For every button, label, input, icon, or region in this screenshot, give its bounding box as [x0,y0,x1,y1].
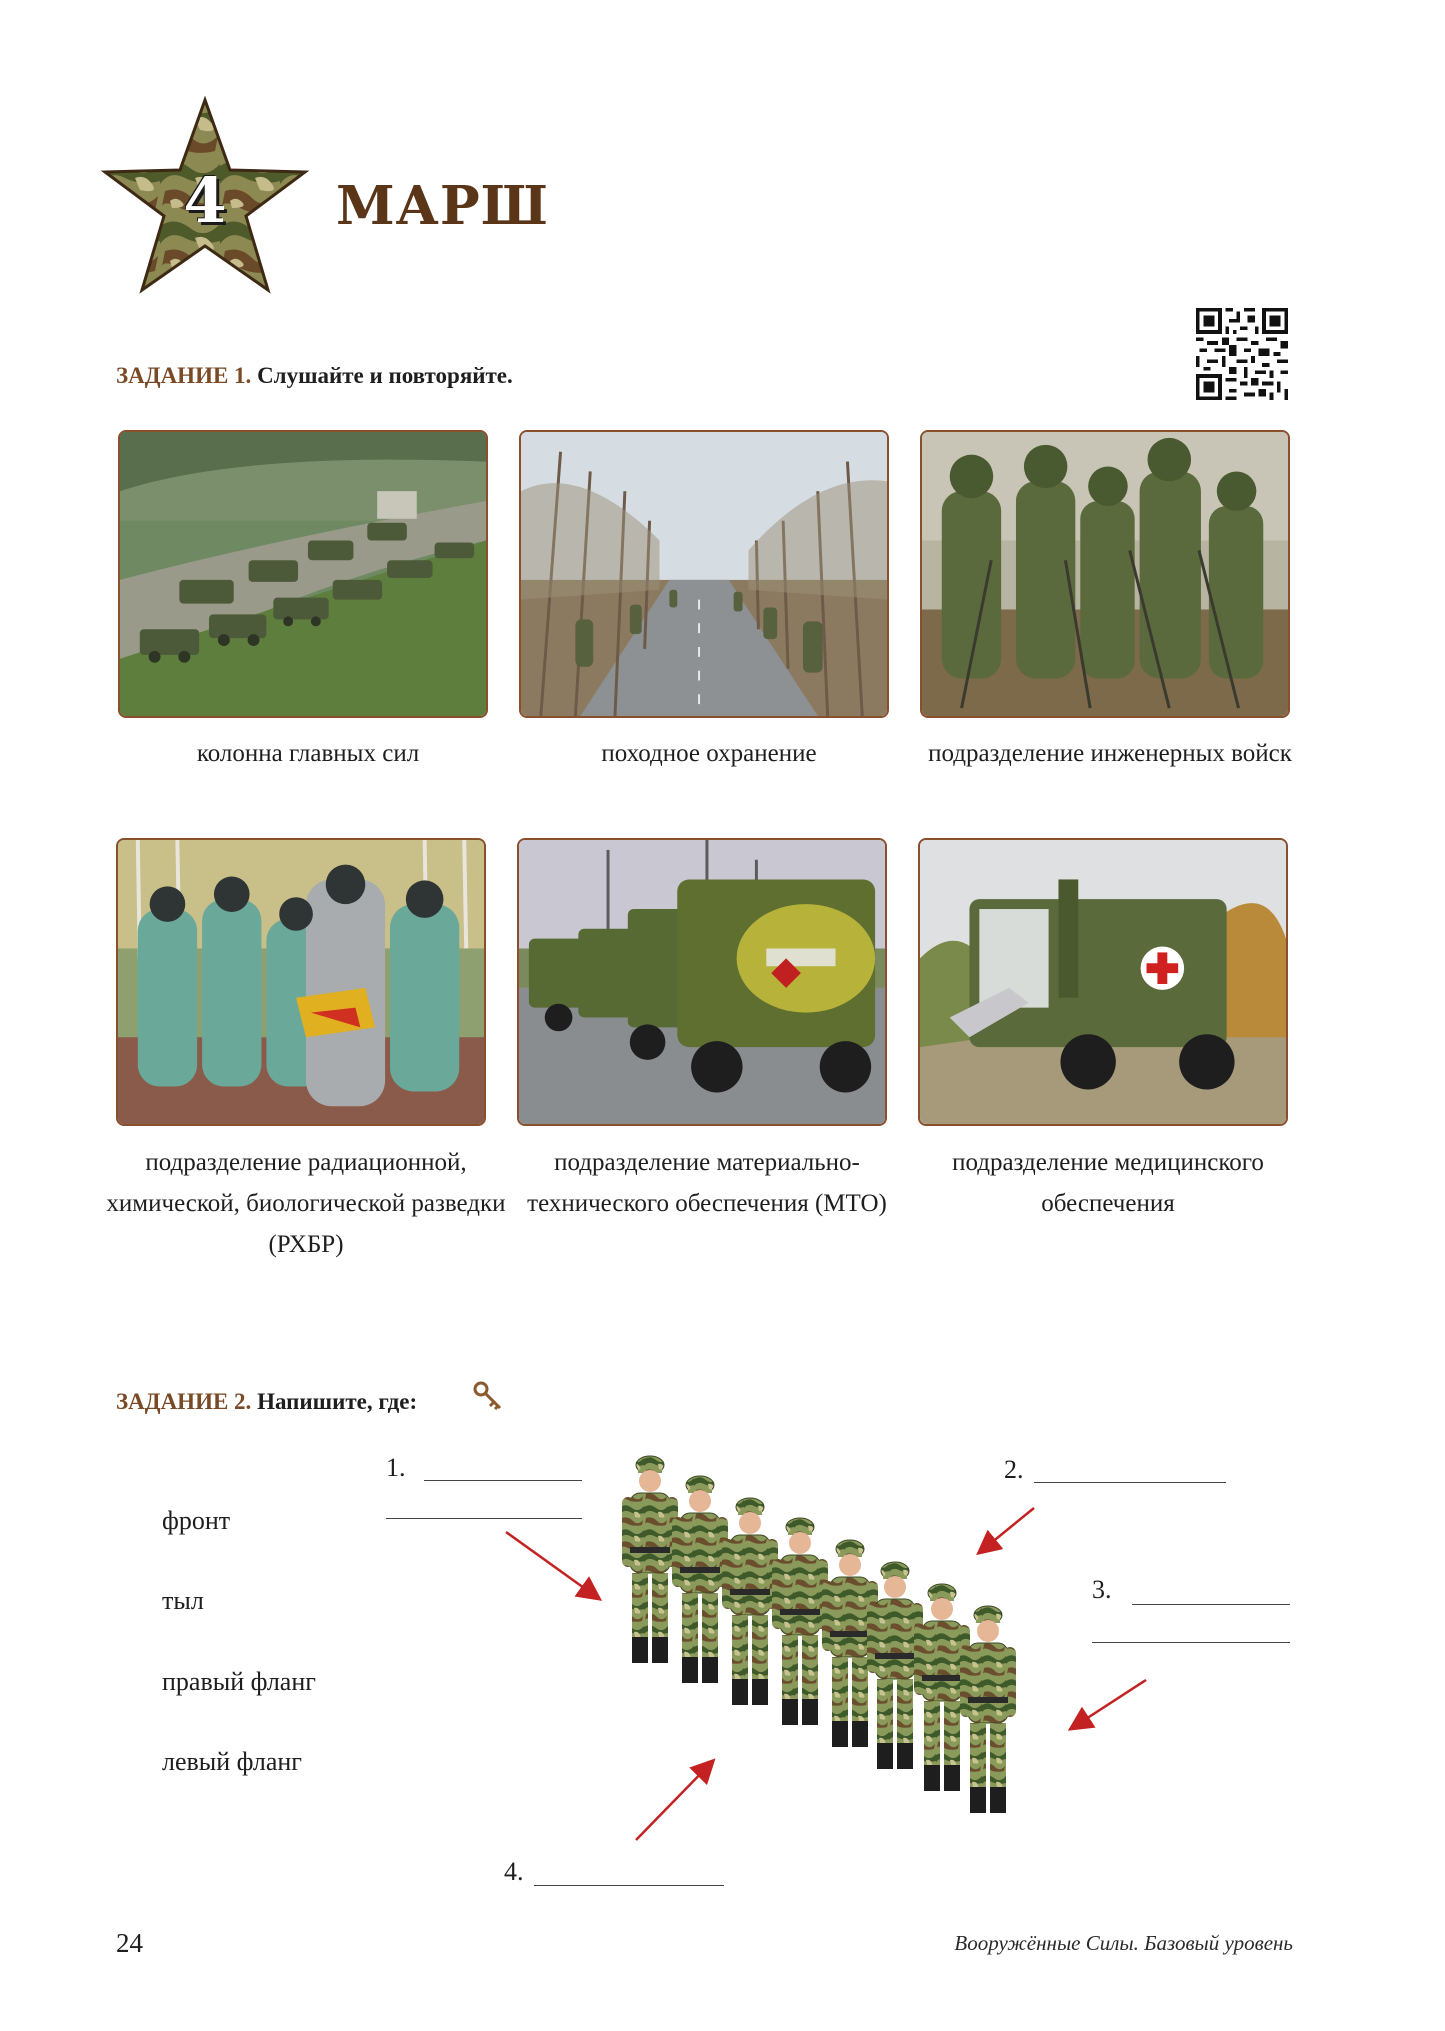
caption-march-security: походное охранение [601,740,817,767]
medical-unit-photo [918,838,1288,1126]
page-title: МАРШ [336,175,549,237]
answer-line-2[interactable] [1034,1482,1226,1483]
page-number: 24 [116,1928,143,1958]
task1-label: ЗАДАНИЕ 1. [116,363,252,388]
answer-line-3b[interactable] [1092,1642,1290,1643]
term-left-flank: левый фланг [162,1747,302,1776]
book-title-footer: Вооружённые Силы. Базовый уровень [954,1931,1293,1955]
task2-heading [116,1388,417,1416]
qr-code-icon[interactable] [1196,308,1288,400]
logistics-unit-photo [517,838,887,1126]
caption-column-main-forces: колонна главных сил [196,740,420,767]
caption-medical-unit: подразделение медицинского обеспечения [952,1149,1264,1217]
term-right-flank: правый фланг [162,1667,316,1696]
column-main-forces-photo [118,430,488,718]
cbrn-unit-photo [116,838,486,1126]
blank-number-3: 3. [1092,1575,1112,1604]
answer-line-1a[interactable] [424,1480,582,1481]
answer-line-1b[interactable] [386,1518,582,1519]
task1-heading [116,362,513,390]
blank-number-4: 4. [504,1857,524,1886]
caption-engineer-unit: подразделение инженерных войск [928,740,1292,767]
key-icon [472,1380,504,1412]
task2-label: ЗАДАНИЕ 2. [116,1389,252,1414]
engineer-unit-photo [920,430,1290,718]
answer-line-3a[interactable] [1132,1604,1290,1605]
caption-cbrn-unit: подразделение радиационной, химической, биологической разведки (РХБР) [106,1149,506,1258]
task2-instruction: Напишите, где: [257,1389,418,1414]
task1-instruction: Слушайте и повторяйте. [257,363,513,388]
term-front: фронт [162,1506,231,1535]
blank-number-1: 1. [386,1453,406,1482]
caption-logistics-unit: подразделение материально-технического обеспечения (МТО) [527,1149,887,1217]
term-rear: тыл [162,1586,204,1615]
arrow-3 [1072,1680,1146,1728]
blank-number-2: 2. [1004,1455,1024,1484]
soldiers-formation-illustration [600,1455,1060,1865]
answer-line-4[interactable] [534,1885,724,1886]
arrow-1 [506,1532,598,1598]
march-security-photo [519,430,889,718]
lesson-number: 4 [183,164,227,237]
